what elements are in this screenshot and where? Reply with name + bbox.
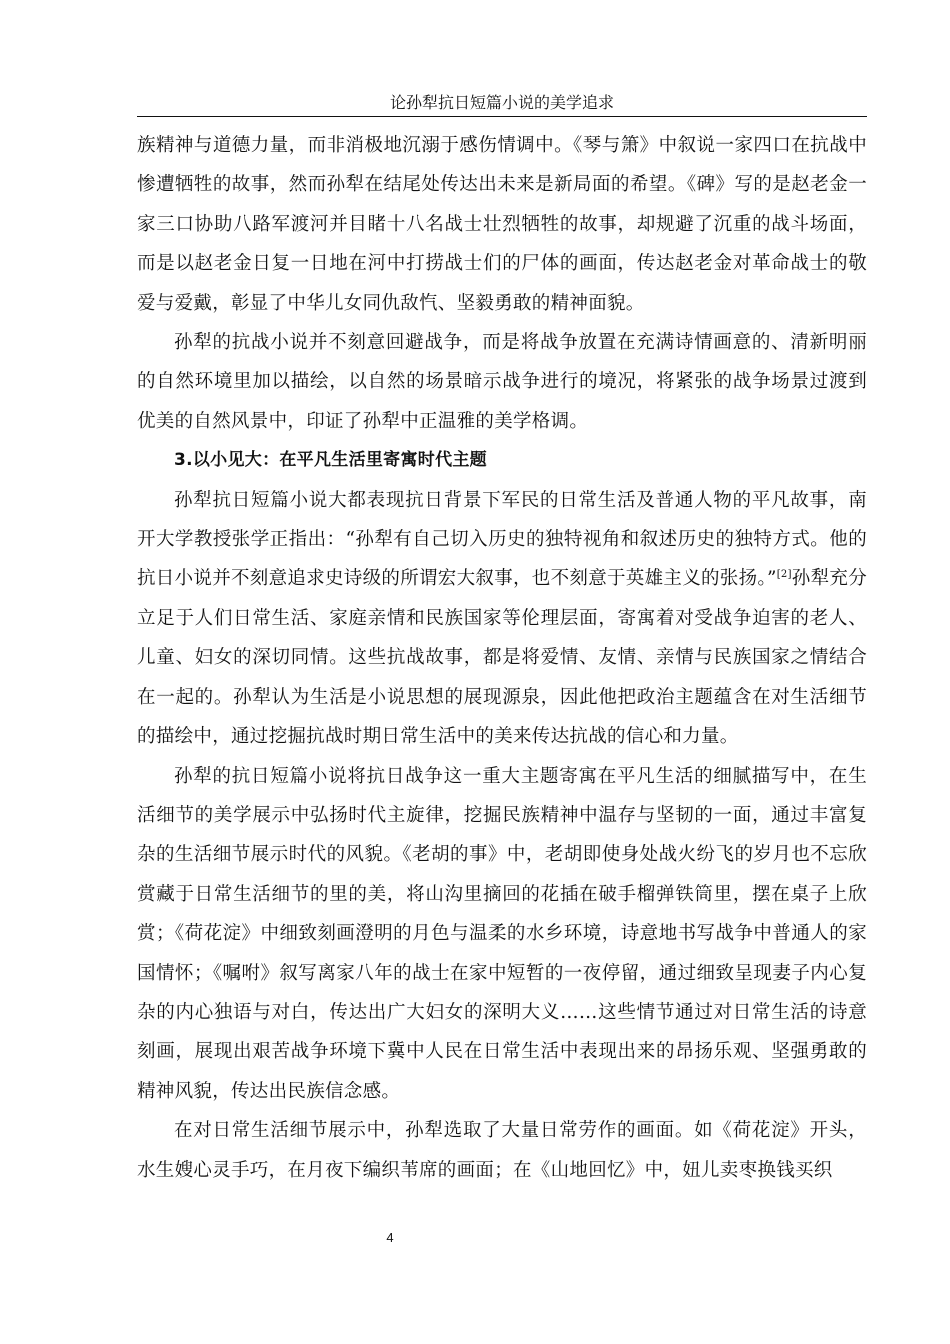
paragraph-2: 孙犁的抗战小说并不刻意回避战争，而是将战争放置在充满诗情画意的、清新明丽的自然环境里加以描绘，以自然的场景暗示战争进行的境况，将紧张的战争场景过渡到优美的自然风景中，印证了孙犁中正温雅的美学格调。 — [137, 332, 867, 432]
paragraph-3-text-b: 孙犁充分立足于人们日常生活、家庭亲情和民族国家等伦理层面，寄寓着对受战争迫害的老人、儿童、妇女的深切同情。这些抗战故事，都是将爱情、友情、亲情与民族国家之情结合在一起的。孙犁认为生活是小说思想的展现源泉，因此他把政治主题蕴含在对生活细节的描绘中，通过挖掘抗战时期日常生活中的美来传达抗战的信心和力量。 — [137, 568, 867, 748]
paragraph-3 — [137, 481, 867, 757]
paragraph-3-text-a: 孙犁抗日短篇小说大都表现抗日背景下军民的日常生活及普通人物的平凡故事，南开大学教授张学正指出：“孙犁有自己切入历史的独特视角和叙述历史的独特方式。他的抗日小说并不刻意追求史诗级的所谓宏大叙事，也不刻意于英雄主义的张扬。” — [137, 489, 867, 590]
citation-ref[interactable]: [2] — [776, 569, 792, 581]
page-number: 4 — [386, 1230, 394, 1245]
running-header: 论孙犁抗日短篇小说的美学追求 — [389, 93, 614, 112]
document-body — [137, 126, 867, 1190]
paragraph-5: 在对日常生活细节展示中，孙犁选取了大量日常劳作的画面。如《荷花淀》开头，水生嫂心灵手巧，在月夜下编织苇席的画面；在《山地回忆》中，妞儿卖枣换钱买织 — [137, 1120, 867, 1181]
paragraph-1: 族精神与道德力量，而非消极地沉溺于感伤情调中。《琴与箫》中叙说一家四口在抗战中惨遭牺牲的故事，然而孙犁在结尾处传达出未来是新局面的希望。《碑》写的是赵老金一家三口协助八路军渡河并目睹十八名战士壮烈牺牲的故事，却规避了沉重的战斗场面，而是以赵老金日复一日地在河中打捞战士们的尸体的画面，传达赵老金对革命战士的敬爱与爱戴，彰显了中华儿女同仇敌忾、坚毅勇敢的精神面貌。 — [137, 135, 867, 314]
header-divider — [137, 116, 867, 117]
section-heading: 3.以小见大：在平凡生活里寄寓时代主题 — [174, 450, 487, 471]
paragraph-4: 孙犁的抗日短篇小说将抗日战争这一重大主题寄寓在平凡生活的细腻描写中，在生活细节的美学展示中弘扬时代主旋律，挖掘民族精神中温存与坚韧的一面，通过丰富复杂的生活细节展示时代的风貌。《老胡的事》中，老胡即使身处战火纷飞的岁月也不忘欣赏藏于日常生活细节的里的美，将山沟里摘回的花插在破手榴弹铁筒里，摆在桌子上欣赏；《荷花淀》中细致刻画澄明的月色与温柔的水乡环境，诗意地书写战争中普通人的家国情怀；《嘱咐》叙写离家八年的战士在家中短暂的一夜停留，通过细致呈现妻子内心复杂的内心独语与对白，传达出广大妇女的深明大义……这些情节通过对日常生活的诗意刻画，展现出艰苦战争环境下冀中人民在日常生活中表现出来的昂扬乐观、坚强勇敢的精神风貌，传达出民族信念感。 — [137, 765, 867, 1102]
